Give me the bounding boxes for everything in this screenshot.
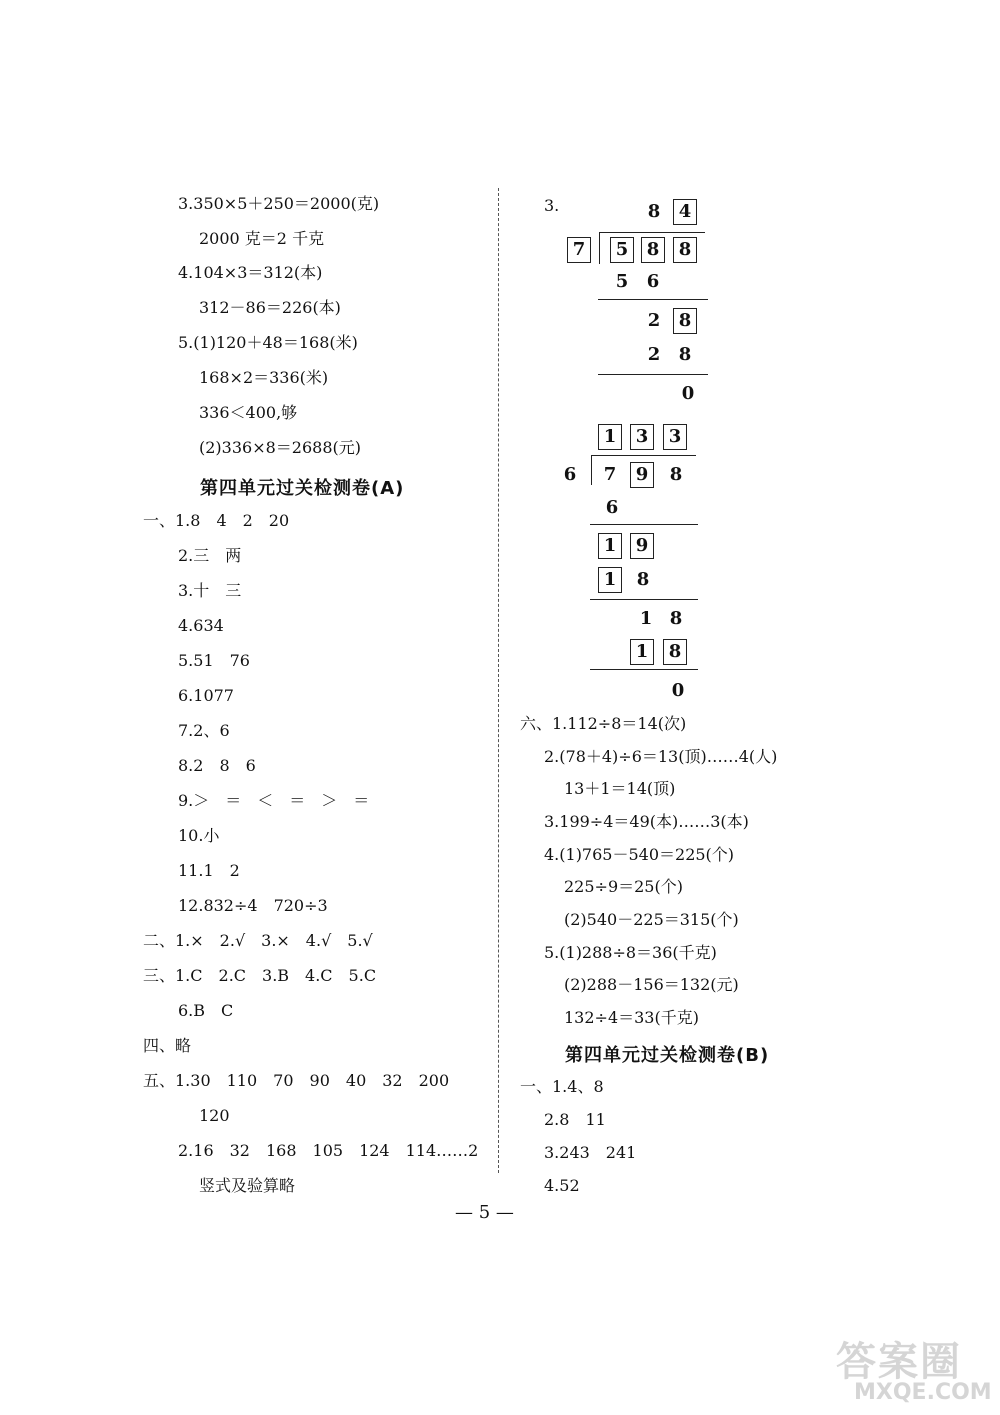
step-digit: 5 [615,271,629,292]
section-heading-b: 第四单元过关检测卷(B) [565,1045,770,1066]
answer-line: 2.8 11 [544,1110,606,1129]
answer-line: 三、1.C 2.C 3.B 4.C 5.C [143,966,377,985]
divisor-box: 7 [567,237,591,263]
answer-line: 4.634 [178,616,224,635]
remainder-digit: 0 [681,383,695,404]
answer-line: 5.51 76 [178,651,250,670]
division-bracket [592,455,696,456]
answer-line: 6.B C [178,1001,234,1020]
answer-line: (2)336×8＝2688(元) [199,438,361,457]
answer-line: 5.(1)288÷8＝36(千克) [544,943,717,962]
answer-line: 六、1.112÷8＝14(次) [520,714,687,733]
division-bracket [591,455,592,485]
subtraction-line [590,599,698,600]
answer-line: 2000 克＝2 千克 [199,229,325,248]
answer-line: 120 [199,1106,230,1125]
division-bracket [600,232,705,233]
watermark-logo [836,1330,994,1410]
answer-line: (2)288－156＝132(元) [564,975,739,994]
step-digit: 6 [646,271,660,292]
answer-line: 一、1.4、8 [520,1077,604,1096]
quotient-digit: 8 [647,201,661,222]
answer-line: 6.1077 [178,686,234,705]
question-label: 3. [544,196,560,215]
dividend-box: 8 [673,237,697,263]
subtraction-line [590,669,698,670]
step-digit: 8 [636,569,650,590]
answer-line: 225÷9＝25(个) [564,877,683,896]
answer-line: 五、1.30 110 70 90 40 32 200 [143,1071,450,1090]
answer-line: 336＜400,够 [199,403,298,422]
answer-line: 10.小 [178,826,220,845]
remainder-digit: 0 [671,680,685,701]
dividend-box: 8 [641,237,665,263]
answer-line: 12.832÷4 720÷3 [178,896,328,915]
subtraction-line [598,299,708,300]
answer-line: 四、略 [143,1036,192,1055]
watermark-sub: MXQE.COM [854,1380,992,1405]
answer-box: 4 [673,199,697,225]
answer-line: 9.＞ ＝ ＜ ＝ ＞ ＝ [178,791,370,810]
divisor-digit: 6 [563,464,577,485]
answer-line: 13＋1＝14(顶) [564,779,676,798]
answer-line: 11.1 2 [178,861,240,880]
subtraction-line [590,524,698,525]
answer-box: 8 [673,308,697,334]
answer-line: 3.199÷4＝49(本)……3(本) [544,812,749,831]
answer-line: 3.十 三 [178,581,242,600]
answer-line: (2)540－225＝315(个) [564,910,739,929]
answer-line: 8.2 8 6 [178,756,256,775]
step-digit: 8 [678,344,692,365]
answer-line: 2.(78＋4)÷6＝13(顶)……4(人) [544,747,778,766]
answer-line: 5.(1)120＋48＝168(米) [178,333,358,352]
dividend-digit: 7 [603,464,617,485]
answer-line: 二、1.× 2.√ 3.× 4.√ 5.√ [143,931,373,950]
answer-box: 8 [663,639,687,665]
step-digit: 6 [605,497,619,518]
subtraction-line [598,374,708,375]
answer-line: 3.350×5＋250＝2000(克) [178,194,380,213]
answer-line: 一、1.8 4 2 20 [143,511,290,530]
answer-box: 9 [630,533,654,559]
step-digit: 8 [669,608,683,629]
answer-line: 3.243 241 [544,1143,637,1162]
answer-box: 3 [630,424,654,450]
answer-box: 1 [598,567,622,593]
answer-line: 4.52 [544,1176,580,1195]
step-digit: 2 [647,310,661,331]
answer-line: 7.2、6 [178,721,230,740]
answer-line: 2.三 两 [178,546,242,565]
column-divider [498,188,499,1173]
dividend-box: 9 [630,462,654,488]
page-number: — 5 — [455,1202,514,1223]
dividend-box: 5 [610,237,634,263]
step-digit: 1 [639,608,653,629]
dividend-digit: 8 [669,464,683,485]
answer-line: 4.(1)765－540＝225(个) [544,845,735,864]
watermark-main: 答案圈 [836,1339,962,1385]
answer-line: 竖式及验算略 [199,1176,296,1195]
section-heading-a: 第四单元过关检测卷(A) [200,478,405,499]
step-digit: 2 [647,344,661,365]
answer-box: 1 [630,639,654,665]
answer-line: 4.104×3＝312(本) [178,263,323,282]
answer-line: 312－86＝226(本) [199,298,341,317]
answer-box: 3 [663,424,687,450]
answer-box: 1 [598,533,622,559]
answer-box: 1 [598,424,622,450]
answer-line: 168×2＝336(米) [199,368,329,387]
answer-line: 2.16 32 168 105 124 114……2 [178,1141,479,1160]
answer-line: 132÷4＝33(千克) [564,1008,699,1027]
division-bracket [599,232,600,264]
